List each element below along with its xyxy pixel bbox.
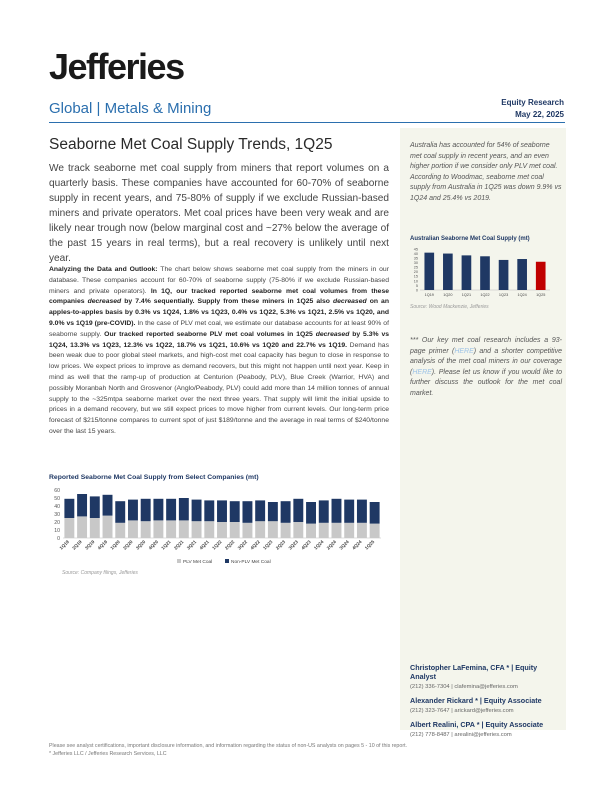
au-supply-chart <box>410 246 555 302</box>
competitive-analysis-link[interactable]: HERE <box>412 368 432 376</box>
au-bar <box>462 255 472 290</box>
bar-plv <box>281 523 291 538</box>
analysis-bold-2a: Our tracked reported seaborne PLV met coal volumes in 1Q25 <box>104 330 316 338</box>
bar-non-plv <box>128 500 138 521</box>
bar-non-plv <box>281 501 291 523</box>
bar-plv <box>357 523 367 538</box>
bar-plv <box>268 521 278 538</box>
bar-plv <box>179 520 189 538</box>
research-note-text-b: ) and a shorter competitive analysis of the met coal miners in our coverage ( <box>410 347 562 376</box>
au-bar <box>443 254 453 290</box>
bar-non-plv <box>319 500 329 522</box>
bar-non-plv <box>141 499 151 521</box>
bar-plv <box>153 520 163 538</box>
analysis-text-2: In the case of PLV met coal, we estimate our database accounts for at least 90% of seaborne supply. <box>49 319 389 338</box>
bar-plv <box>370 524 380 538</box>
au-y-tick-label: 30 <box>413 261 418 266</box>
bar-plv <box>242 523 252 538</box>
bar-plv <box>166 520 176 538</box>
doc-type-label: Equity Research <box>501 98 564 107</box>
analyst-entry <box>410 720 564 738</box>
y-tick-label: 10 <box>54 527 60 534</box>
main-supply-chart <box>49 486 389 568</box>
x-tick-label: 4Q21 <box>198 539 210 551</box>
bar-non-plv <box>166 499 176 521</box>
x-tick-label: 3Q24 <box>338 539 350 551</box>
analysis-italic-3: decreased <box>315 330 350 338</box>
analyst-name: Alexander Rickard * <box>410 696 478 705</box>
header-rule <box>49 122 565 123</box>
au-y-tick-label: 0 <box>415 288 418 293</box>
analysis-italic-2: decreased <box>333 298 367 306</box>
main-chart-source: Source: Company filings, Jefferies <box>62 570 138 576</box>
x-tick-label: 3Q19 <box>84 539 96 551</box>
x-tick-label: 2Q20 <box>122 539 134 551</box>
analyst-name: Albert Realini, CPA * <box>410 720 480 729</box>
sidebar-panel <box>400 128 566 730</box>
x-tick-label: 1Q23 <box>262 539 274 551</box>
bar-plv <box>306 524 316 538</box>
analyst-contact[interactable]: (212) 778-8487 | arealini@jefferies.com <box>410 732 512 738</box>
x-tick-label: 4Q24 <box>351 539 363 551</box>
analyst-name: Christopher LaFemina, CFA * <box>410 663 510 672</box>
analysis-bold-1a: In 1Q, our tracked reported seaborne met coal volumes from these companies <box>49 287 390 306</box>
y-tick-label: 50 <box>54 495 60 502</box>
bar-non-plv <box>268 502 278 521</box>
au-bar <box>536 262 546 290</box>
bar-plv <box>319 523 329 538</box>
x-tick-label: 3Q22 <box>236 539 249 551</box>
au-x-tick-label: 1Q23 <box>498 293 509 297</box>
au-bar <box>517 259 527 290</box>
bar-non-plv <box>103 495 113 516</box>
bar-non-plv <box>217 500 227 522</box>
au-x-tick-label: 1Q24 <box>517 293 527 297</box>
bar-plv <box>64 518 74 538</box>
bar-plv <box>217 522 227 538</box>
report-date: May 22, 2025 <box>515 110 564 119</box>
x-tick-label: 2Q24 <box>325 539 338 551</box>
entity-notice: * Jefferies LLC / Jefferies Research Services, LLC <box>49 751 167 757</box>
x-tick-label: 2Q19 <box>71 539 83 551</box>
au-x-tick-label: 1Q19 <box>424 293 434 297</box>
y-tick-label: 0 <box>57 535 60 542</box>
x-tick-label: 4Q22 <box>249 539 261 551</box>
bar-non-plv <box>230 501 240 522</box>
legend-label: PLV Met Coal <box>183 560 213 565</box>
x-tick-label: 1Q25 <box>363 539 376 551</box>
au-x-tick-label: 1Q21 <box>461 293 472 297</box>
jefferies-logo: Jefferies <box>49 46 184 87</box>
au-chart-source: Source: Wood Mackenzie, Jefferies <box>410 304 489 310</box>
bar-plv <box>332 523 342 538</box>
main-chart-title: Reported Seaborne Met Coal Supply from Select Companies (mt) <box>49 474 259 481</box>
au-bar <box>480 256 490 290</box>
y-tick-label: 30 <box>54 511 60 518</box>
bar-non-plv <box>90 496 100 518</box>
analyst-contact[interactable]: (212) 336-7304 | clafemina@jefferies.com <box>410 684 518 690</box>
au-x-tick-label: 1Q22 <box>480 293 490 297</box>
legend-swatch <box>225 559 229 563</box>
bar-plv <box>77 516 87 538</box>
bar-non-plv <box>192 500 202 522</box>
bar-non-plv <box>153 499 163 521</box>
analyst-entry <box>410 696 564 714</box>
bar-non-plv <box>332 499 342 523</box>
bar-plv <box>230 522 240 538</box>
analyst-contact[interactable]: (212) 323-7647 | arickard@jefferies.com <box>410 708 514 714</box>
analysis-text-3: Demand has been weak due to poor global steel markets, and high-cost met coal capacity has begun to close in response to low prices. We expect prices to improve as demand recovers, but this might not happen until next year. Keep in mind as well that the ramp-up of production at Centurion (Peabody, PLV), Blue Creek (Warrior, HVA) and possibly Moranbah North and Grosvenor (Anglo/Peabody, PLV) could add more than 14 million tonnes of annual supply to the ~325mtpa seaborne market over the next three years. That supply will limit the initial upside to prices in a demand recovery, but we still expect prices to move higher from current levels. Our long-term price forecast of $215/tonne compares to current spot of just $189/tonne and the average in real terms of $240/tonne over the last 15 years. <box>49 341 389 435</box>
x-tick-label: 1Q22 <box>211 539 223 551</box>
x-tick-label: 1Q24 <box>312 539 325 551</box>
primer-link[interactable]: HERE <box>454 347 474 355</box>
au-bar <box>424 253 434 290</box>
x-tick-label: 1Q20 <box>109 539 121 551</box>
analysis-paragraph <box>49 265 389 438</box>
bar-non-plv <box>357 500 367 523</box>
bar-plv <box>344 523 354 538</box>
x-tick-label: 1Q21 <box>160 539 172 551</box>
au-y-tick-label: 5 <box>415 283 418 288</box>
x-tick-label: 3Q21 <box>185 539 198 551</box>
bar-plv <box>115 523 125 538</box>
bar-non-plv <box>370 502 380 524</box>
bar-plv <box>192 521 202 538</box>
analyst-role: | Equity Associate <box>479 696 542 705</box>
au-y-tick-label: 15 <box>413 274 418 279</box>
bar-non-plv <box>179 498 189 520</box>
x-tick-label: 4Q19 <box>96 539 109 551</box>
x-tick-label: 2Q21 <box>173 539 185 551</box>
analysis-italic-1: decreased <box>87 298 122 306</box>
research-note <box>410 336 562 400</box>
x-tick-label: 2Q23 <box>274 539 287 551</box>
disclosure-notice: Please see analyst certifications, important disclosure information, and information regarding the status of non-US analysts on pages 5 - 10 of this report. <box>49 743 408 749</box>
bar-non-plv <box>64 499 74 518</box>
bar-non-plv <box>306 502 316 524</box>
sector-label: Global | Metals & Mining <box>49 100 212 117</box>
analysis-bold-1c: on an apples-to-apples basis by 0.3% vs 1Q24, 1.8% vs 1Q23, 0.4% vs 1Q22, 5.3% vs 1Q21, 2.5% vs 1Q20, and 9.0% vs 1Q19 (pre-COVID). <box>49 298 389 327</box>
x-tick-label: 4Q23 <box>300 539 312 551</box>
report-title: Seaborne Met Coal Supply Trends, 1Q25 <box>49 136 333 153</box>
research-note-text-c: ). Please let us know if you would like to further discuss the outlook for the met coal market. <box>410 368 562 397</box>
analyst-role: | Equity Analyst <box>410 663 538 681</box>
bar-plv <box>103 516 113 538</box>
au-y-tick-label: 10 <box>413 279 418 284</box>
x-tick-label: 4Q20 <box>147 539 160 551</box>
au-x-tick-label: 1Q20 <box>443 293 453 297</box>
bar-plv <box>141 521 151 538</box>
y-tick-label: 40 <box>54 503 60 510</box>
bar-plv <box>255 521 265 538</box>
intro-paragraph: We track seaborne met coal supply from miners that report volumes on a quarterly basis. These companies have accounted for 60-70% of seaborne supply in recent years, and 75-80% of supply if we exclude Russian-based miners and private operators. Met coal prices have been very weak and are likely near trough now (below marginal cost and ~27% below the average of the past 15 years in real terms), but a real recovery is unlikely until next year. <box>49 163 389 264</box>
au-y-tick-label: 45 <box>413 247 418 252</box>
x-tick-label: 3Q20 <box>134 539 147 551</box>
au-bar <box>499 260 509 290</box>
au-y-tick-label: 40 <box>413 251 418 256</box>
analyst-entry <box>410 663 564 690</box>
x-tick-label: 2Q22 <box>223 539 236 551</box>
x-tick-label: 3Q23 <box>287 539 300 551</box>
y-tick-label: 60 <box>54 487 60 494</box>
au-y-tick-label: 35 <box>413 256 418 261</box>
legend-label: Non-PLV Met Coal <box>231 560 271 565</box>
bar-non-plv <box>293 499 303 522</box>
analysis-lead: Analyzing the Data and Outlook: <box>49 266 158 273</box>
analysis-text-1: The chart below shows seaborne met coal supply from the miners in our database. These companies account for 60-70% of seaborne supply (75-80% if we exclude Russian-based miners and private operators). <box>49 266 389 295</box>
analyst-role: | Equity Associate <box>481 720 544 729</box>
x-tick-label: 1Q19 <box>58 539 71 551</box>
bar-plv <box>293 522 303 538</box>
au-y-tick-label: 25 <box>413 265 418 270</box>
bar-plv <box>204 521 214 538</box>
bar-non-plv <box>242 501 252 523</box>
au-chart-title: Australian Seaborne Met Coal Supply (mt) <box>410 236 530 242</box>
au-x-tick-label: 1Q25 <box>536 293 546 297</box>
bar-non-plv <box>77 494 87 516</box>
bar-plv <box>90 518 100 538</box>
au-y-tick-label: 20 <box>413 270 418 275</box>
bar-non-plv <box>255 500 265 521</box>
australia-note: Australia has accounted for 54% of seaborne met coal supply in recent years, and an even higher portion if we consider only PLV met coal. According to Woodmac, seaborne met coal supply from Australia in 1Q25 was down 9.9% vs 1Q24 and 25.4% vs 2019. <box>410 142 562 202</box>
analysis-bold-1b: by 7.4% sequentially. Supply from these miners in 1Q25 also <box>121 298 333 306</box>
bar-non-plv <box>344 500 354 523</box>
bar-plv <box>128 520 138 538</box>
y-tick-label: 20 <box>54 519 60 526</box>
legend-swatch <box>177 559 181 563</box>
bar-non-plv <box>115 501 125 523</box>
analyst-list <box>410 663 564 744</box>
bar-non-plv <box>204 500 214 521</box>
analysis-bold-2b: by 5.3% vs 1Q24, 13.3% vs 1Q23, 12.3% vs 1Q22, 18.7% vs 1Q21, 10.6% vs 1Q20 and 22.7% vs 1Q19. <box>49 330 389 349</box>
research-note-text-a: *** Our key met coal research includes a 93-page primer ( <box>410 337 562 355</box>
